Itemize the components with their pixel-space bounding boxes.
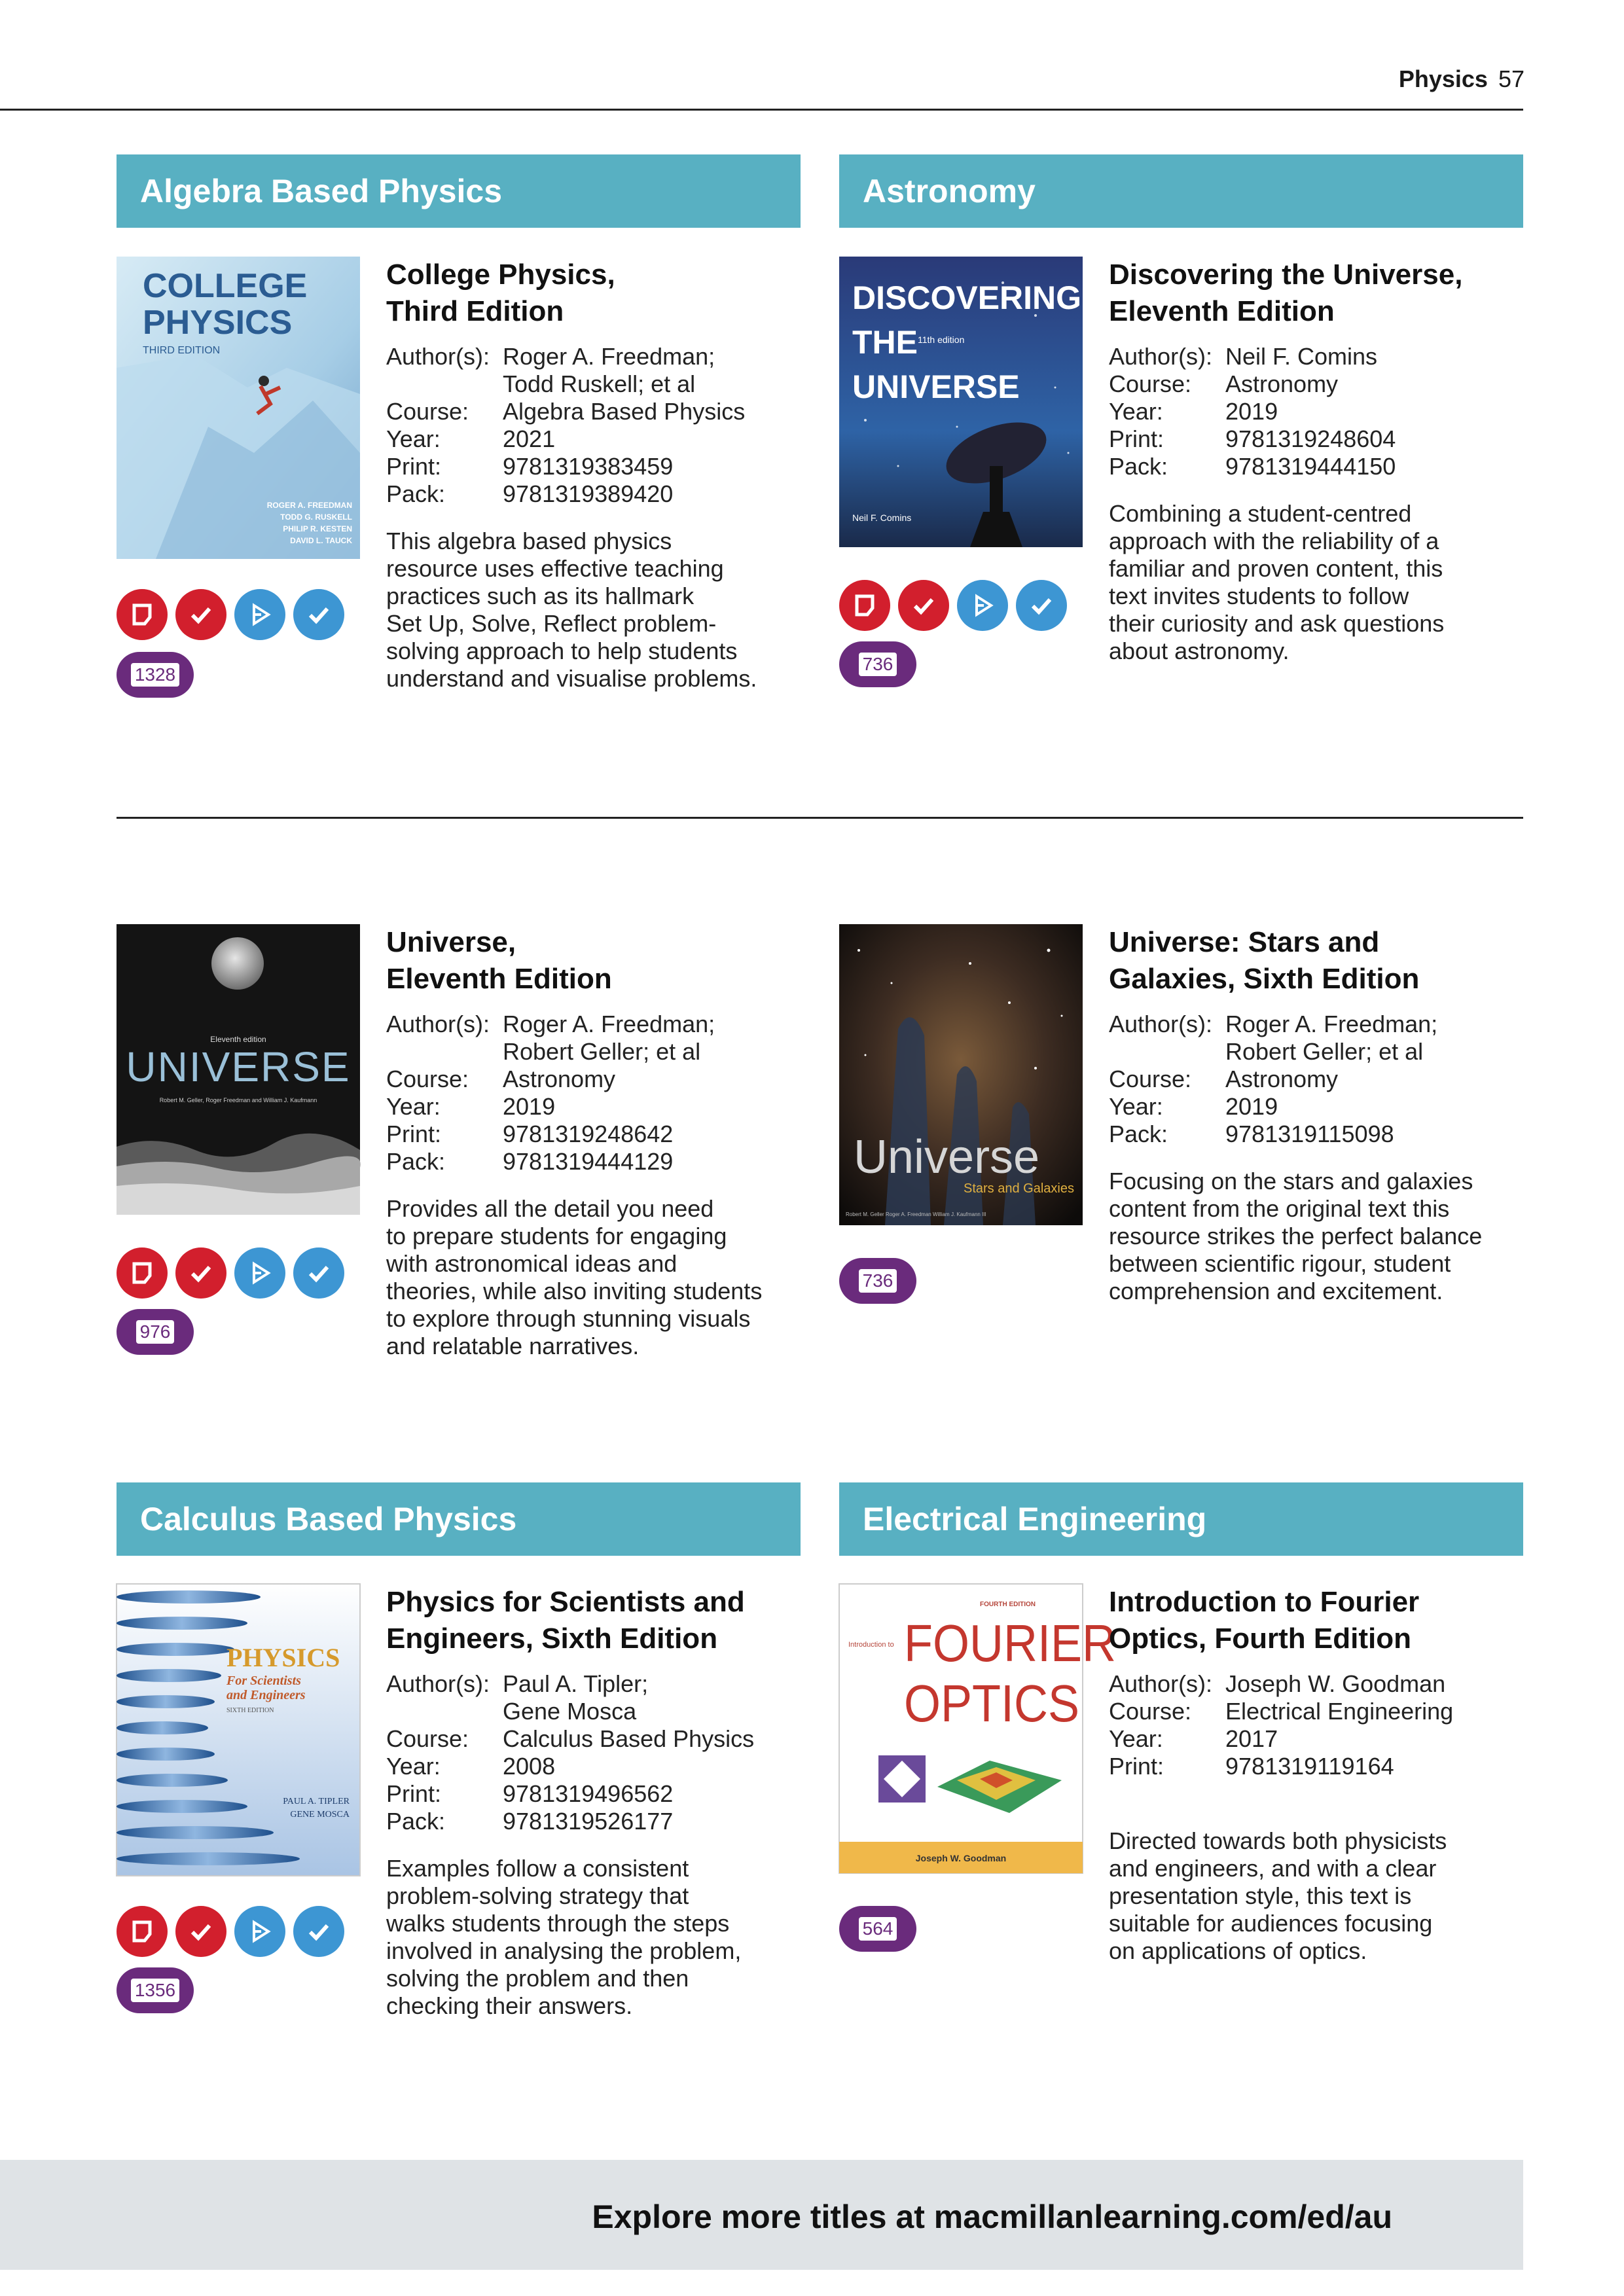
book-description: Examples follow a consistent problem-solving strategy that walks students through the steps involved in analysing the problem, solving the problem and then checking their answers. — [386, 1855, 742, 2019]
svg-text:SIXTH EDITION: SIXTH EDITION — [226, 1707, 274, 1714]
book-description: This algebra based physics resource uses effective teaching practices such as its hallmark Set Up, Solve, Reflect problem- solving approach to help students understand and visualise problems. — [386, 528, 757, 692]
pages-book-icon — [839, 1906, 916, 1952]
page-count: 736 — [859, 653, 897, 676]
book-meta: Author(s): Neil F. Comins Course: Astronomy Year: 2019 Print: 9781319248604 Pack: 9781319444150 — [1109, 343, 1396, 480]
svg-text:For Scientists: For Scientists — [226, 1674, 301, 1688]
svg-text:PHYSICS: PHYSICS — [143, 304, 293, 342]
svg-text:Joseph W. Goodman: Joseph W. Goodman — [915, 1853, 1007, 1863]
page-count: 564 — [859, 1917, 897, 1941]
page-header — [1399, 65, 1525, 93]
svg-text:UNIVERSE: UNIVERSE — [852, 368, 1020, 405]
svg-text:UNIVERSE: UNIVERSE — [126, 1043, 351, 1090]
note-icon[interactable] — [117, 589, 168, 640]
svg-text:Universe: Universe — [854, 1131, 1040, 1183]
svg-text:THIRD EDITION: THIRD EDITION — [143, 345, 221, 356]
svg-text:Eleventh edition: Eleventh edition — [210, 1035, 266, 1044]
page-count: 1356 — [131, 1979, 179, 2002]
cover-text: COLLEGE — [143, 267, 308, 305]
svg-text:Robert M. Geller Roger A. F: Robert M. Geller Roger A. Freedman William J. Kaufmann III — [846, 1211, 986, 1217]
svg-text:11th edition: 11th edition — [918, 334, 965, 345]
pages-book-icon — [117, 1967, 194, 2013]
svg-text:Stars and Galaxies: Stars and Galaxies — [964, 1181, 1074, 1196]
book-meta: Author(s): Joseph W. Goodman Course: Electrical Engineering Year: 2017 Print: 9781319119164 — [1109, 1670, 1454, 1780]
book-title: Physics for Scientists and Engineers, Sixth Edition — [386, 1586, 745, 1655]
pages-book-icon — [117, 1309, 194, 1355]
footer-banner — [0, 2160, 1523, 2270]
book-meta: Author(s): Roger A. Freedman; Robert Geller; et al Course: Astronomy Year: 2019 Pack: 9781319115098 — [1109, 1011, 1438, 1147]
play-icon[interactable] — [234, 1906, 285, 1957]
book-info-universe — [386, 924, 805, 1360]
section-band-algebra: Algebra Based Physics — [117, 154, 801, 228]
note-icon[interactable] — [839, 580, 890, 631]
book-title: Universe, Eleventh Edition — [386, 926, 612, 995]
book-info-discovering-universe — [1109, 257, 1528, 665]
svg-text:DISCOVERING: DISCOVERING — [852, 279, 1082, 316]
resource-icons — [117, 589, 344, 640]
svg-text:PAUL A. TIPLER: PAUL A. TIPLER — [283, 1797, 350, 1806]
book-title: Universe: Stars and Galaxies, Sixth Edition — [1109, 926, 1420, 995]
svg-text:GENE MOSCA: GENE MOSCA — [290, 1810, 350, 1820]
book-description: Provides all the detail you need to prepare students for engaging with astronomical ideas and theories, while also inviting students to explore through stunning visuals and relatable narratives. — [386, 1195, 763, 1359]
note-icon[interactable] — [117, 1247, 168, 1299]
section-band-electrical: Electrical Engineering — [839, 1482, 1523, 1556]
book-meta: Author(s): Paul A. Tipler; Gene Mosca Course: Calculus Based Physics Year: 2008 Print: 9781319496562 Pack: 9781319526177 — [386, 1670, 755, 1835]
svg-text:Introduction to: Introduction to — [848, 1641, 894, 1649]
resource-icons — [117, 1906, 344, 1957]
pages-book-icon — [839, 641, 916, 687]
svg-text:PHILIP R. KESTEN: PHILIP R. KESTEN — [283, 524, 352, 533]
pages-book-icon — [117, 652, 194, 698]
svg-text:THE: THE — [852, 324, 918, 361]
book-cover-college-physics[interactable] — [117, 257, 360, 559]
book-title: Discovering the Universe, Eleventh Edition — [1109, 259, 1463, 327]
check-red-icon[interactable] — [175, 1247, 226, 1299]
check-blue-icon[interactable] — [1016, 580, 1067, 631]
resource-icons — [839, 580, 1067, 631]
check-blue-icon[interactable] — [293, 1906, 344, 1957]
book-title: College Physics, Third Edition — [386, 259, 615, 327]
play-icon[interactable] — [234, 1247, 285, 1299]
svg-text:ROGER A. FREEDMAN: ROGER A. FREEDMAN — [266, 501, 352, 510]
book-cover-universe[interactable] — [117, 924, 360, 1215]
section-name: Physics — [1398, 65, 1488, 92]
svg-text:OPTICS: OPTICS — [904, 1674, 1080, 1733]
svg-text:TODD G. RUSKELL: TODD G. RUSKELL — [280, 512, 352, 522]
note-icon[interactable] — [117, 1906, 168, 1957]
page-number: 57 — [1498, 65, 1525, 92]
book-meta: Author(s): Roger A. Freedman; Robert Geller; et al Course: Astronomy Year: 2019 Print: 9781319248642 Pack: 9781319444129 — [386, 1011, 715, 1175]
book-cover-discovering-universe[interactable] — [839, 257, 1083, 547]
divider-rule — [117, 817, 1523, 819]
svg-text:and Engineers: and Engineers — [226, 1688, 306, 1702]
check-blue-icon[interactable] — [293, 589, 344, 640]
svg-text:PHYSICS: PHYSICS — [226, 1643, 340, 1672]
check-red-icon[interactable] — [175, 589, 226, 640]
book-description: Focusing on the stars and galaxies content from the original text this resource strikes the perfect balance between scientific rigour, student comprehension and excitement. — [1109, 1168, 1483, 1304]
header-rule — [0, 109, 1523, 111]
book-cover-stars-galaxies[interactable] — [839, 924, 1083, 1225]
check-red-icon[interactable] — [898, 580, 949, 631]
check-red-icon[interactable] — [175, 1906, 226, 1957]
page-count: 1328 — [131, 663, 179, 687]
book-cover-physics-scientists[interactable] — [117, 1584, 360, 1876]
book-meta: Author(s): Roger A. Freedman; Todd Ruskell; et al Course: Algebra Based Physics Year: 2021 Print: 9781319383459 Pack: 9781319389420 — [386, 343, 746, 507]
pages-book-icon — [839, 1258, 916, 1304]
book-info-fourier-optics — [1109, 1584, 1528, 1965]
page-count: 736 — [859, 1269, 897, 1293]
book-description: Directed towards both physicists and engineers, and with a clear presentation style, this text is suitable for audiences focusing on applications of optics. — [1109, 1827, 1447, 1964]
svg-text:FOURIER: FOURIER — [904, 1614, 1116, 1673]
svg-text:Robert M. Geller, Roger Freedm: Robert M. Geller, Roger Freedman and William J. Kaufmann — [159, 1097, 317, 1103]
play-icon[interactable] — [234, 589, 285, 640]
check-blue-icon[interactable] — [293, 1247, 344, 1299]
book-cover-fourier-optics[interactable] — [839, 1584, 1116, 1873]
footer-link[interactable]: Explore more titles at macmillanlearning.com/ed/au — [592, 2198, 1392, 2235]
book-info-stars-galaxies — [1109, 924, 1528, 1305]
book-info-physics-scientists — [386, 1584, 805, 2020]
play-icon[interactable] — [957, 580, 1008, 631]
book-info-college-physics — [386, 257, 805, 692]
svg-text:DAVID L. TAUCK: DAVID L. TAUCK — [290, 536, 352, 545]
section-band-astronomy: Astronomy — [839, 154, 1523, 228]
svg-text:Neil F. Comins: Neil F. Comins — [852, 512, 912, 523]
svg-text:FOURTH EDITION: FOURTH EDITION — [980, 1601, 1036, 1608]
section-band-calculus: Calculus Based Physics — [117, 1482, 801, 1556]
book-title: Introduction to Fourier Optics, Fourth Edition — [1109, 1586, 1420, 1655]
resource-icons — [117, 1247, 344, 1299]
page-count: 976 — [136, 1320, 175, 1344]
book-description: Combining a student-centred approach with the reliability of a familiar and proven content, this text invites students to follow their curiosity and ask questions about astronomy. — [1109, 500, 1445, 664]
